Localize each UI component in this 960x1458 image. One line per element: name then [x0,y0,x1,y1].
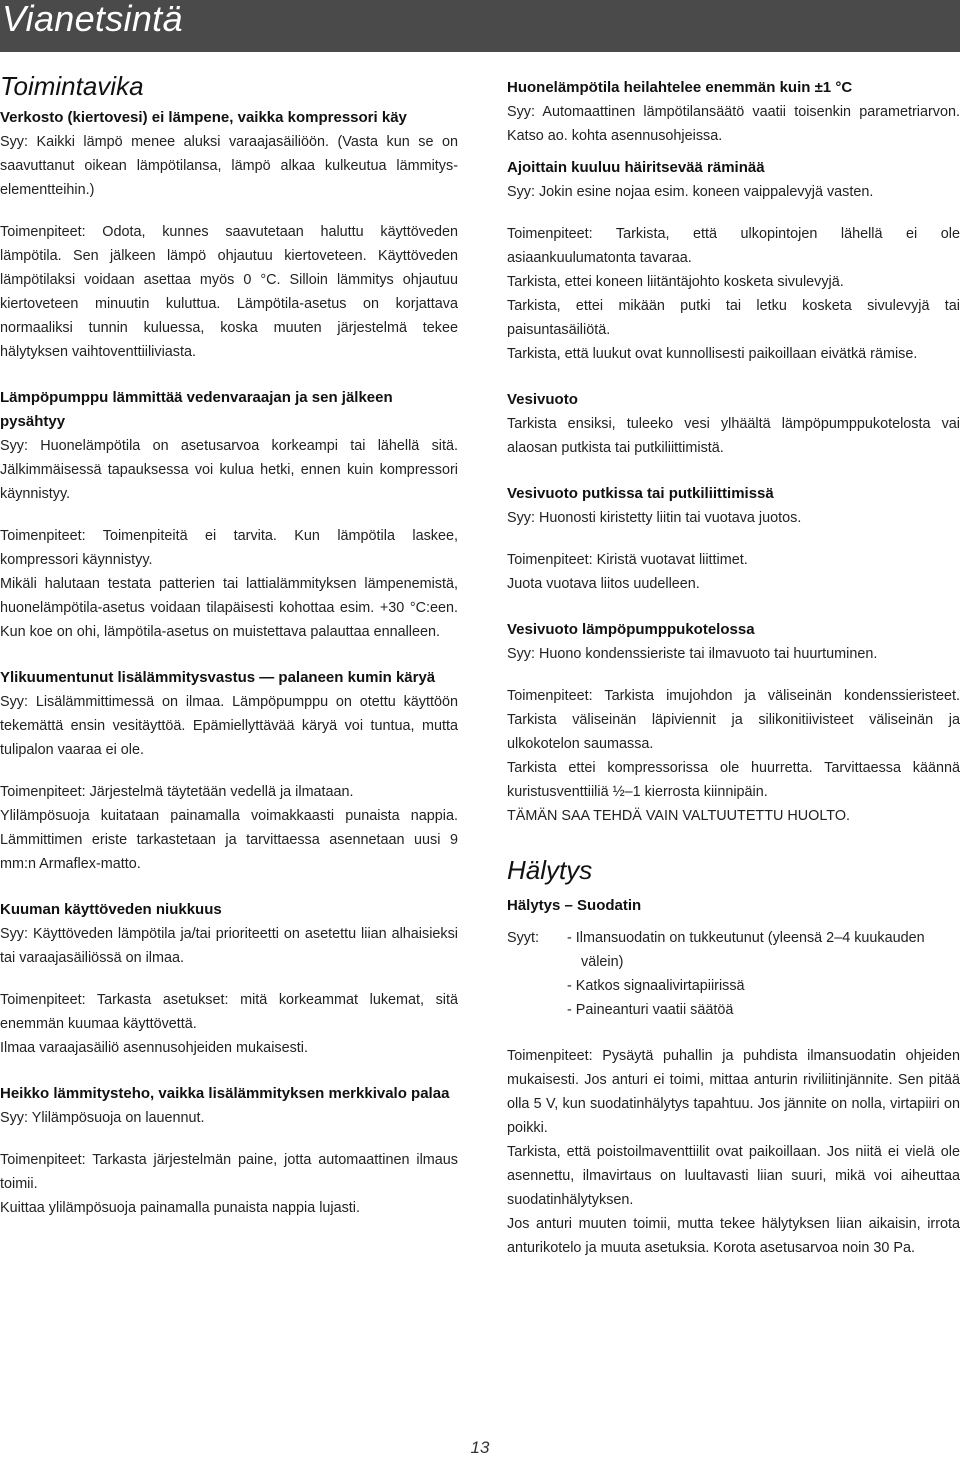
fault-heading: Ajoittain kuuluu häiritsevää räminää [507,159,765,176]
fault-block [0,1082,458,1220]
fault-heading: Verkosto (kiertovesi) ei lämpene, vaikka kompressori käy [0,109,407,126]
fault-action: Toimenpiteet: Tarkasta asetukset: mitä korkeammat lukemat, sitä enemmän kuumaa käyttövettä. Ilmaa varaajasäiliö asennusohjeiden mukaisesti. [0,992,458,1056]
alarm-action: Toimenpiteet: Pysäytä puhallin ja puhdista ilmansuodatin ohjeiden mukaisesti. Jos anturi ei toimi, mittaa anturin riviliitinjännite. Sen pitää olla 5 V, kun suodatinhälytys tapahtuu. Jos jännite on nolla, virtapiiri on poikki. Tarkista, että poistoilmaventtiilit ovat paikoillaan. Jos niitä ei vielä ole asennettu, ilmavirtaus on luultavasti liian suuri, mikä voi aiheuttaa suodatinhälytyksen. Jos anturi muuten toimii, mutta tekee hälytyksen liian aikaisin, irrota anturikotelo ja muuta asetuksia. Korota asetusarvoa noin 30 Pa. [507,1048,960,1256]
fault-block [507,388,960,460]
fault-block [0,106,458,364]
fault-block [507,76,960,148]
alarm-cause-item: - Ilmansuodatin on tukkeutunut (yleensä 2–4 kuukauden välein) [567,930,925,970]
fault-heading: Kuuman käyttöveden niukkuus [0,901,222,918]
fault-cause: Syy: Käyttöveden lämpötila ja/tai prioriteetti on asetettu liian alhaisieksi tai varaajasäiliössä on ilmaa. [0,926,458,966]
alarm-heading: Hälytys – Suodatin [507,897,642,914]
fault-cause: Syy: Huono kondenssieriste tai ilmavuoto tai huurtuminen. [507,646,878,662]
fault-action: Toimenpiteet: Järjestelmä täytetään vedellä ja ilmataan. Ylilämpösuoja kuitataan painamalla voimakkaasti punaista nappia. Lämmittimen eriste tarkastetaan ja tarvittaessa asennetaan uusi 9 mm:n Armaflex-matto. [0,784,458,872]
fault-heading: Vesivuoto [507,391,578,408]
section-title-halytys: Hälytys [507,855,593,885]
fault-block [0,386,458,644]
fault-cause: Syy: Kaikki lämpö menee aluksi varaajasäiliöön. (Vasta kun se on saavuttanut oikean lämpötilansa, lämpö alkaa kulkeutua lämmityselementteihin.) [0,134,458,198]
alarm-causes-label: Syyt: [507,930,539,946]
fault-block [507,156,960,366]
fault-cause: Syy: Ylilämpösuoja on lauennut. [0,1110,205,1126]
page-number: 13 [470,1438,490,1457]
fault-heading: Huonelämpötila heilahtelee enemmän kuin ±1 °C [507,79,853,96]
page-header [0,0,960,52]
fault-action: Toimenpiteet: Tarkista imujohdon ja väliseinän kondenssieristeet. Tarkista väliseinän läpiviennit ja silikonitiivisteet väliseinän ja ulkokotelon saumassa. Tarkista ettei kompressorissa ole huurretta. Tarvittaessa käännä kuristusventtiiliä ½–1 kierrosta kiinnipäin. TÄMÄN SAA TEHDÄ VAIN VALTUUTETTU HUOLTO. [507,688,960,824]
alarm-cause-item: - Katkos signaalivirtapiirissä [567,978,745,994]
fault-block [507,618,960,828]
fault-action: Toimenpiteet: Tarkasta järjestelmän paine, jotta automaattinen ilmaus toimii. Kuittaa ylilämpösuoja painamalla punaista nappia lujasti. [0,1152,458,1216]
fault-action: Toimenpiteet: Toimenpiteitä ei tarvita. Kun lämpötila laskee, kompressori käynnistyy. Mikäli halutaan testata patterien tai lattialämmityksen lämpenemistä, huonelämpötila-asetus voidaan tilapäisesti kohottaa esim. +30 °C:een. Kun koe on ohi, lämpötila-asetus on muistettava palauttaa ennalleen. [0,528,458,640]
fault-action: Toimenpiteet: Kiristä vuotavat liittimet. Juota vuotava liitos uudelleen. [507,552,748,592]
fault-cause: Syy: Huonelämpötila on asetusarvoa korkeampi tai lähellä sitä. Jälkimmäisessä tapauksessa voi kulua hetki, ennen kuin kompressori käynnistyy. [0,438,458,502]
fault-heading: Lämpöpumppu lämmittää vedenvaraajan ja sen jälkeen pysähtyy [0,389,393,430]
fault-heading: Ylikuumentunut lisälämmitysvastus — palaneen kumin käryä [0,669,436,686]
right-column [507,76,960,1260]
fault-cause: Syy: Jokin esine nojaa esim. koneen vaippalevyjä vasten. [507,184,874,200]
fault-cause: Syy: Huonosti kiristetty liitin tai vuotava juotos. [507,510,802,526]
fault-action: Toimenpiteet: Odota, kunnes saavutetaan haluttu käyttöveden lämpötila. Sen jälkeen lämpö ohjautuu kiertoveteen. Käyttöveden lämpötilaksi voidaan asettaa myös 0 °C. Silloin lämmitys ohjautuu kiertoveteen minuutin kuluttua. Lämpötila-asetus on korjattava normaaliksi tunnin kuluessa, koska muuten järjestelmä tekee hälytyksen vaihtoventtiiliviasta. [0,224,458,360]
fault-cause: Syy: Automaattinen lämpötilansäätö vaatii toisenkin parametriarvon. Katso ao. kohta asennusohjeissa. [507,104,960,144]
left-column [0,70,458,1220]
alarm-causes [507,926,960,1022]
fault-cause: Syy: Lisälämmittimessä on ilmaa. Lämpöpumppu on otettu käyttöön tekemättä ensin vesitäyttöä. Epämiellyttävää käryä voi tuntua, mutta tulipalon vaaraa ei ole. [0,694,458,758]
fault-block [0,666,458,876]
fault-block [507,482,960,596]
alarm-cause-item: - Paineanturi vaatii säätöä [567,1002,734,1018]
fault-heading: Vesivuoto lämpöpumppukotelossa [507,621,755,638]
fault-cause: Tarkista ensiksi, tuleeko vesi ylhäältä lämpöpumppukotelosta vai alaosan putkista tai putkiliittimistä. [507,416,960,456]
fault-heading: Heikko lämmitysteho, vaikka lisälämmityksen merkkivalo palaa [0,1085,450,1102]
section-title-toimintavika: Toimintavika [0,71,144,101]
fault-block [0,898,458,1060]
page-title: Vianetsintä [2,0,183,39]
fault-heading: Vesivuoto putkissa tai putkiliittimissä [507,485,774,502]
fault-action: Toimenpiteet: Tarkista, että ulkopintojen lähellä ei ole asiaankuulumatonta tavaraa. Tarkista, ettei koneen liitäntäjohto kosketa sivulevyjä. Tarkista, ettei mikään putki tai letku kosketa sivulevyjä tai paisuntasäiliötä. Tarkista, että luukut ovat kunnollisesti paikoillaan eivätkä rämise. [507,226,960,362]
